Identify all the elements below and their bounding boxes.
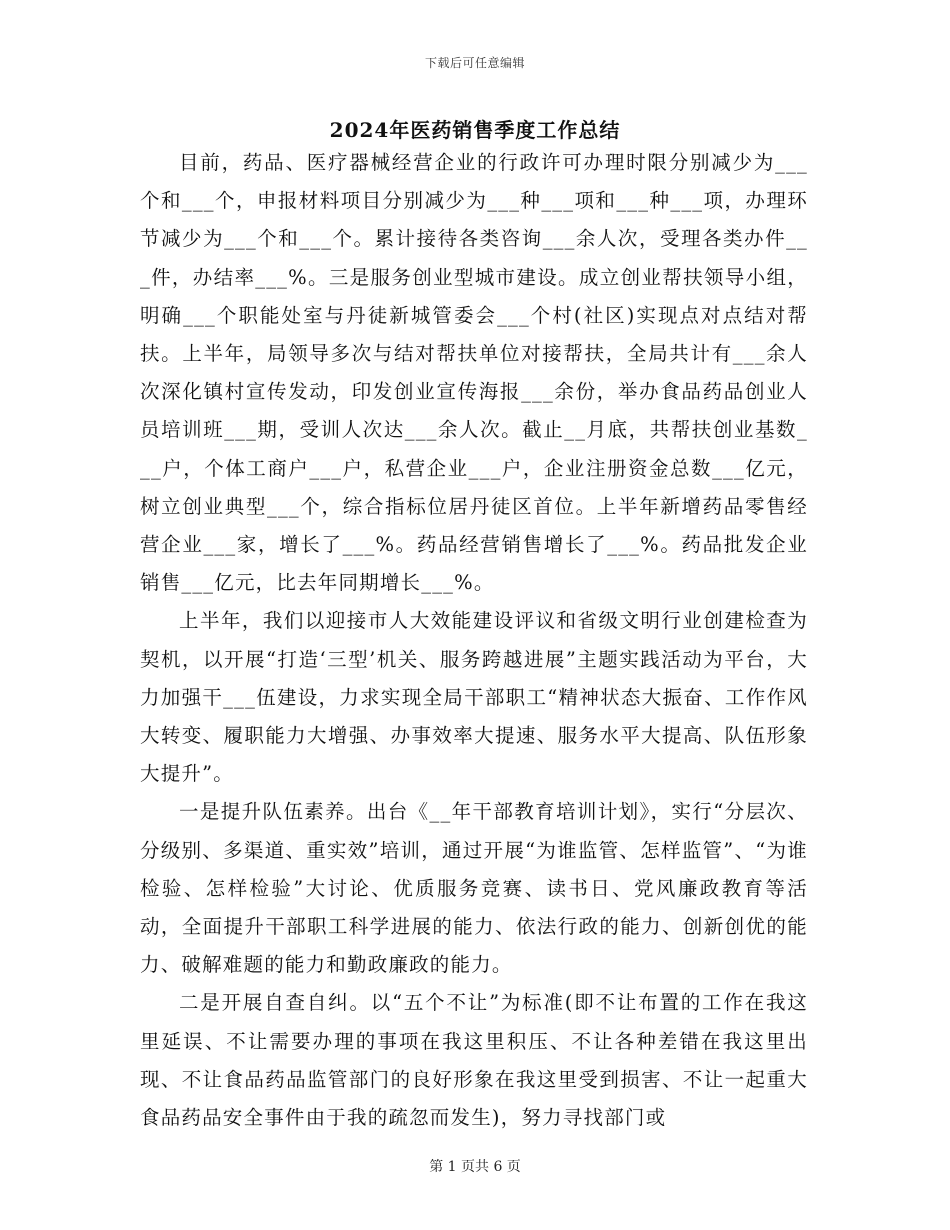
page-number: 第 1 页共 6 页 [429, 1159, 521, 1175]
body-paragraph-3: 一是提升队伍素养。出台《__年干部教育培训计划》，实行“分层次、分级别、多渠道、重实效”培训，通过开展“为谁监管、怎样监管”、“为谁检验、怎样检验”大讨论、优质服务竞赛、读书日、党风廉政教育等活动，全面提升干部职工科学进展的能力、依法行政的能力、创新创优的能力、破解难题的能力和勤政廉政的能力。 [140, 800, 808, 977]
body-paragraph-4: 二是开展自查自纠。以“五个不让”为标准(即不让布置的工作在我这里延误、不让需要办理的事项在我这里积压、不让各种差错在我这里出现、不让食品药品监管部门的良好形象在我这里受到损害、不让一起重大食品药品安全事件由于我的疏忽而发生)，努力寻找部门或 [140, 991, 808, 1130]
document-title: 2024年医药销售季度工作总结 [329, 118, 621, 142]
body-paragraph-1: 目前，药品、医疗器械经营企业的行政许可办理时限分别减少为___个和___个，申报材料项目分别减少为___种___项和___种___项，办理环节减少为___个和___个。累计接待各类咨询___余人次，受理各类办件___件，办结率___%。三是服务创业型城市建设。成立创业帮扶领导小组，明确___个职能处室与丹徒新城管委会___个村(社区)实现点对点结对帮扶。上半年，局领导多次与结对帮扶单位对接帮扶，全局共计有___余人次深化镇村宣传发动，印发创业宣传海报___余份，举办食品药品创业人员培训班___期，受训人次达___余人次。截止__月底，共帮扶创业基数___户，个体工商户___户，私营企业___户，企业注册资金总数___亿元，树立创业典型___个，综合指标位居丹徒区首位。上半年新增药品零售经营企业___家，增长了___%。药品经营销售增长了___%。药品批发企业销售___亿元，比去年同期增长___%。 [140, 151, 808, 595]
page-header-note: 下载后可任意编辑 [424, 56, 525, 70]
document-body [140, 144, 808, 1137]
body-paragraph-2: 上半年，我们以迎接市人大效能建设评议和省级文明行业创建检查为契机，以开展“打造‘三型’机关、服务跨越进展”主题实践活动为平台，大力加强干___伍建设，力求实现全局干部职工“精神状态大振奋、工作作风大转变、履职能力大增强、办事效率大提速、服务水平大提高、队伍形象大提升”。 [140, 609, 808, 786]
